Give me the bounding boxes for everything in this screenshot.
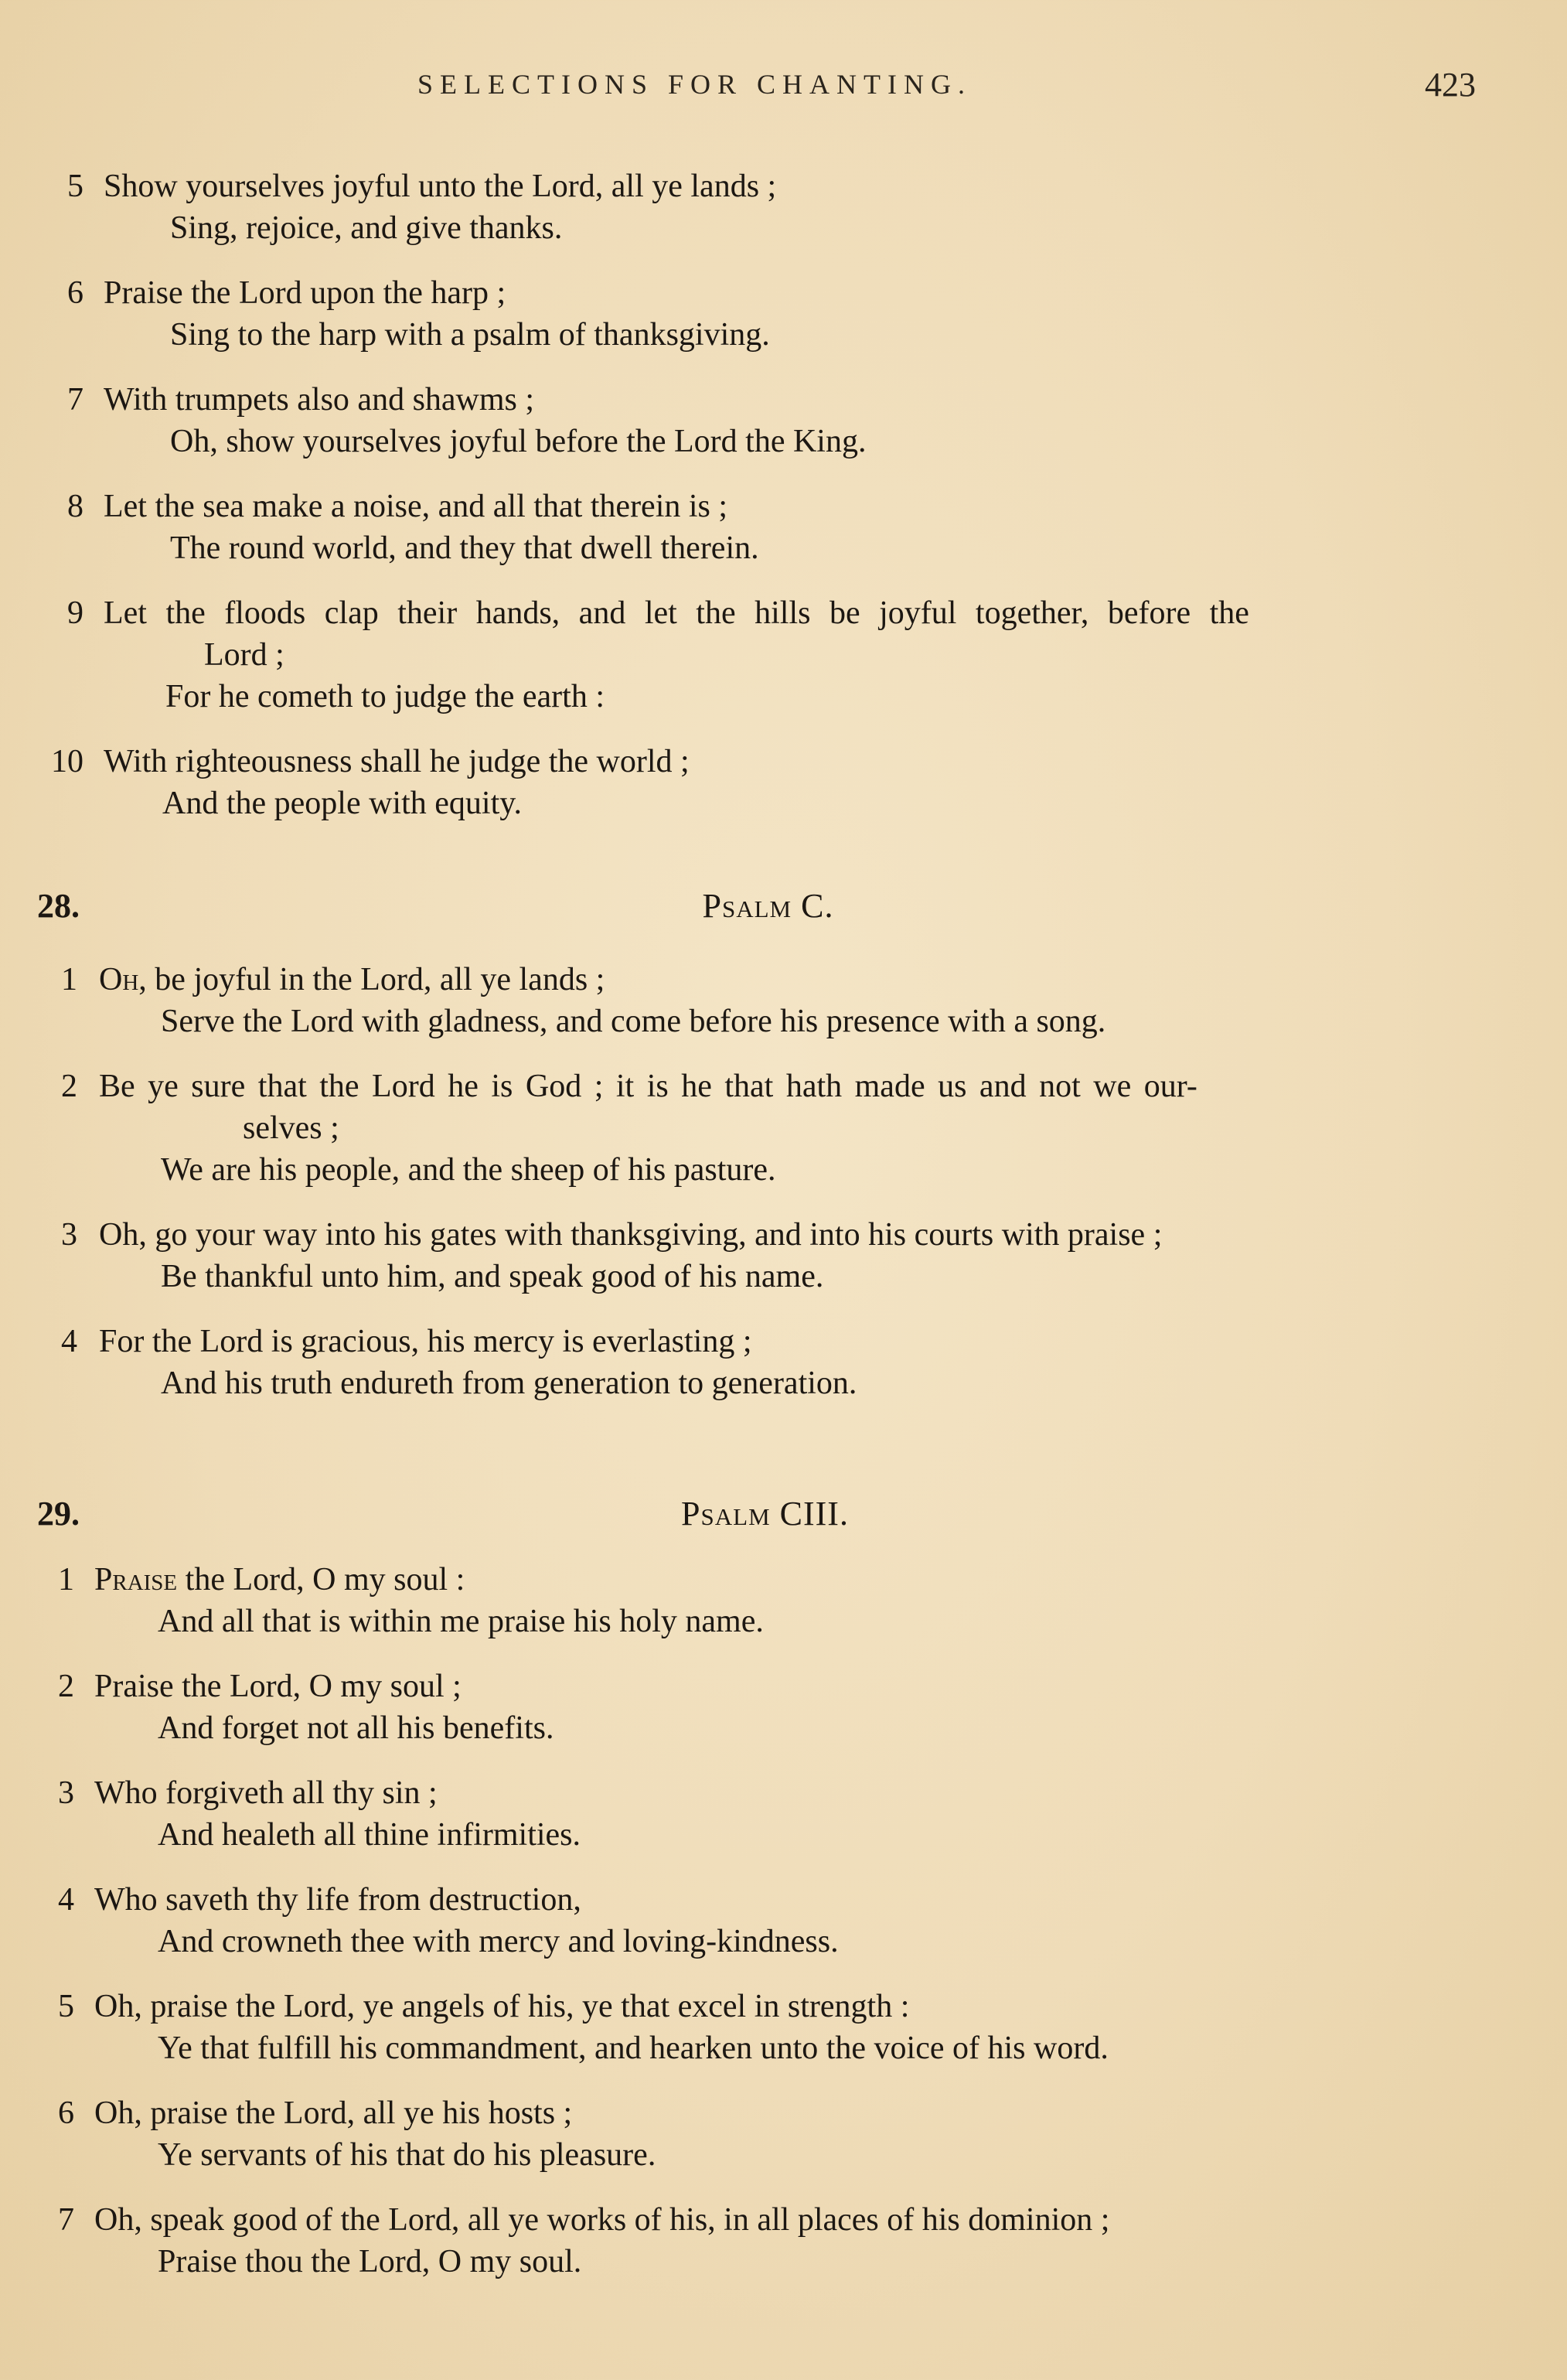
verse-response: The round world, and they that dwell therein. [170, 530, 759, 566]
verse-number: 4 [58, 1882, 74, 1918]
verse-response: Ye that fulfill his commandment, and hearken unto the voice of his word. [158, 2031, 1109, 2066]
verse-line: Who forgiveth all thy sin ; [94, 1775, 438, 1811]
verse [0, 1214, 1567, 1297]
verse-line-wrap: selves ; [243, 1110, 339, 1146]
verse-line: Let the sea make a noise, and all that therein is ; [104, 489, 728, 524]
verse-number: 9 [67, 595, 83, 631]
verse-number: 3 [58, 1775, 74, 1811]
psalm-title [0, 1494, 1548, 1533]
psalm-title-numeral: C. [792, 887, 834, 925]
verse-line: For the Lord is gracious, his mercy is everlasting ; [99, 1324, 752, 1359]
page-header [0, 68, 1567, 114]
verse-response: For he cometh to judge the earth : [165, 679, 605, 714]
verse-line: With trumpets also and shawms ; [104, 382, 535, 418]
verse [0, 165, 1567, 249]
psalm-heading [0, 1494, 1567, 1540]
verse-initial: O [99, 962, 123, 997]
selection-number: 29. [37, 1495, 80, 1533]
verse-number: 1 [61, 962, 77, 997]
page-number: 423 [1425, 66, 1476, 104]
verse-number: 5 [67, 169, 83, 204]
verse-initial-smallcaps: raise [112, 1562, 178, 1597]
psalm-title [0, 886, 1552, 926]
verse-text: the Lord, O my soul : [177, 1562, 465, 1597]
verse [0, 379, 1567, 462]
verse-line: Oh, speak good of the Lord, all ye works of his, in all places of his dominion ; [94, 2202, 1110, 2238]
verse-number: 1 [58, 1562, 74, 1597]
verse [0, 959, 1567, 1042]
verse-response: And healeth all thine infirmities. [158, 1817, 581, 1853]
psalm-title-smallcaps: salm [721, 887, 792, 925]
verse-line: Be ye sure that the Lord he is God ; it is he that hath made us and not we our- [99, 1069, 1197, 1104]
verse-text: be joyful in the Lord, all ye lands ; [146, 962, 605, 997]
verse-initial-smallcaps: h, [122, 962, 147, 997]
verse-line: Oh, praise the Lord, all ye his hosts ; [94, 2095, 573, 2131]
verse-response: Oh, show yourselves joyful before the Lord the King. [170, 424, 867, 459]
verse-response: And his truth endureth from generation to generation. [161, 1366, 857, 1401]
verse [0, 486, 1567, 569]
verse [0, 1321, 1567, 1404]
verse-number: 7 [58, 2202, 74, 2238]
psalm-title-initial: P [681, 1495, 701, 1533]
verse-response: And crowneth thee with mercy and loving-kindness. [158, 1924, 839, 1959]
psalm-title-numeral: CIII. [770, 1495, 849, 1533]
verse-number: 6 [58, 2095, 74, 2131]
verse-number: 10 [51, 744, 83, 779]
verse-number: 2 [61, 1069, 77, 1104]
verse-line: Let the floods clap their hands, and let the hills be joyful together, before the [104, 595, 1249, 631]
verse-response: Ye servants of his that do his pleasure. [158, 2137, 656, 2173]
verse-line: Who saveth thy life from destruction, [94, 1882, 581, 1918]
psalm-title-initial: P [702, 887, 722, 925]
psalm-title-smallcaps: salm [700, 1495, 771, 1533]
psalm-continuation [0, 165, 1567, 847]
psalm-heading [0, 886, 1567, 933]
running-title: SELECTIONS FOR CHANTING. [417, 69, 973, 100]
verse-line: Oh, praise the Lord, ye angels of his, ye that excel in strength : [94, 1989, 910, 2024]
verse-line [94, 1559, 1567, 1601]
verse [0, 1879, 1567, 1962]
verse [0, 1066, 1567, 1191]
verse [0, 272, 1567, 356]
verse-response: Sing to the harp with a psalm of thanksgiving. [170, 317, 770, 353]
verse [0, 1559, 1567, 1642]
verse-line [99, 959, 1567, 1001]
verse [0, 1666, 1567, 1749]
verse-response: Serve the Lord with gladness, and come before his presence with a song. [161, 1004, 1106, 1039]
verse-number: 5 [58, 1989, 74, 2024]
verse-response: And forget not all his benefits. [158, 1710, 554, 1746]
psalm-29-verses [0, 1559, 1567, 2306]
verse-response: Praise thou the Lord, O my soul. [158, 2244, 582, 2279]
verse-number: 2 [58, 1669, 74, 1704]
verse-response: Sing, rejoice, and give thanks. [170, 210, 563, 246]
verse-number: 7 [67, 382, 83, 418]
verse [0, 592, 1567, 718]
verse-number: 4 [61, 1324, 77, 1359]
verse-response: We are his people, and the sheep of his pasture. [161, 1152, 776, 1188]
verse [0, 1986, 1567, 2069]
verse-response: And all that is within me praise his holy name. [158, 1604, 764, 1639]
verse-response: Be thankful unto him, and speak good of his name. [161, 1259, 824, 1294]
verse-line: Oh, go your way into his gates with thanksgiving, and into his courts with praise ; [99, 1217, 1163, 1253]
psalm-28-verses [0, 959, 1567, 1427]
verse [0, 2092, 1567, 2176]
verse-line: Praise the Lord, O my soul ; [94, 1669, 462, 1704]
verse-initial: P [94, 1562, 113, 1597]
verse-line: Praise the Lord upon the harp ; [104, 275, 506, 311]
verse-line: With righteousness shall he judge the world ; [104, 744, 690, 779]
verse-number: 6 [67, 275, 83, 311]
selection-number: 28. [37, 887, 80, 925]
verse-line: Show yourselves joyful unto the Lord, all ye lands ; [104, 169, 777, 204]
verse [0, 1772, 1567, 1856]
verse-line-wrap: Lord ; [204, 637, 284, 673]
verse-response: And the people with equity. [162, 786, 523, 821]
verse [0, 2199, 1567, 2283]
verse-number: 3 [61, 1217, 77, 1253]
verse-number: 8 [67, 489, 83, 524]
verse [0, 741, 1567, 824]
